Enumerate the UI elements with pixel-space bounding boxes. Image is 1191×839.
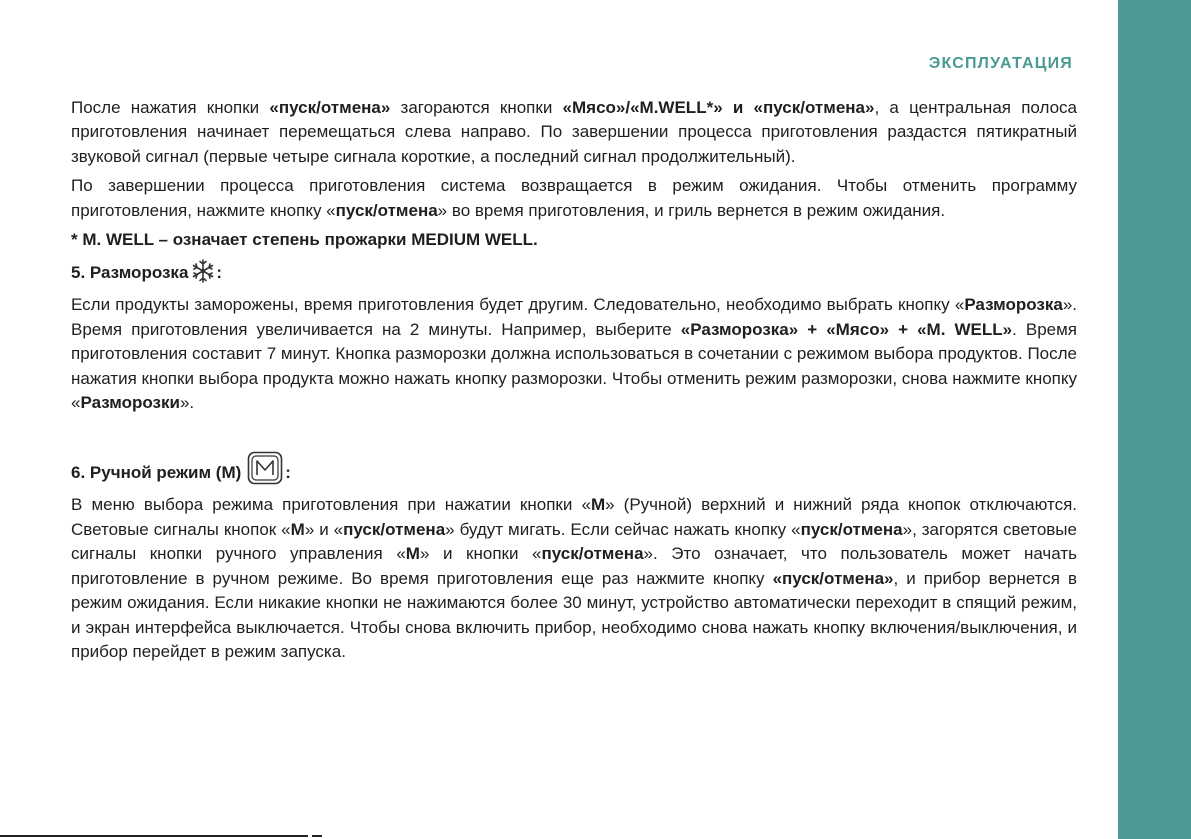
note-medium-well: * M. WELL – означает степень прожарки MEDIUM WELL. — [71, 230, 538, 250]
side-accent-bar — [1118, 0, 1191, 839]
heading-manual-colon: : — [285, 463, 291, 483]
footer-rule — [0, 835, 308, 837]
heading-defrost-colon: : — [216, 263, 223, 283]
footer-mark — [312, 835, 322, 837]
heading-defrost-text: 5. Разморозка — [71, 263, 189, 283]
heading-manual-text: 6. Ручной режим (M) — [71, 463, 242, 483]
paragraph-start-cancel: После нажатия кнопки «пуск/отмена» загораются кнопки «Мясо»/«M.WELL*» и «пуск/отмена», а центральная полоса приготовления начинает перемещаться слева направо. По завершении процесса приготовления раздастся пятикратный звуковой сигнал (первые четыре сигнала короткие, а последний сигнал продолжительный). — [71, 98, 1078, 166]
heading-manual — [71, 451, 1077, 485]
paragraph-manual: В меню выбора режима приготовления при нажатии кнопки «M» (Ручной) верхний и нижний ряда кнопок отключаются. Световые сигналы кнопок «M» и «пуск/отмена» будут мигать. Если сейчас нажать кнопку «пуск/отмена», загорятся световые сигналы кнопки ручного управления «M» и кнопки «пуск/отмена». Это означает, что пользователь может начать приготовление в ручном режиме. Во время приготовления еще раз нажмите кнопку «пуск/отмена», и прибор вернется в режим ожидания. Если никакие кнопки не нажимаются более 30 минут, устройство автоматически переходит в спящий режим, и экран интерфейса выключается. Чтобы снова включить прибор, необходимо снова нажать кнопку включения/выключения, и прибор перейдет в режим запуска. — [71, 495, 1078, 661]
section-tag: ЭКСПЛУАТАЦИЯ — [928, 55, 1073, 72]
manual-m-button-icon — [247, 451, 283, 485]
heading-defrost — [71, 259, 1077, 285]
paragraph-standby: По завершении процесса приготовления система возвращается в режим ожидания. Чтобы отменить программу приготовления, нажмите кнопку «пуск/отмена» во время приготовления, и гриль вернется в режим ожидания. — [71, 176, 1077, 220]
snowflake-icon — [191, 259, 215, 283]
page-content — [71, 96, 1077, 664]
paragraph-defrost: Если продукты заморожены, время приготовления будет другим. Следовательно, необходимо выбрать кнопку «Разморозка». Время приготовления увеличивается на 2 минуты. Например, выберите «Разморозка» + «Мясо» + «M. WELL». Время приготовления составит 7 минут. Кнопка разморозки должна использоваться в сочетании с режимом выбора продуктов. После нажатия кнопки выбора продукта можно нажать кнопку разморозки. Чтобы отменить режим разморозки, снова нажмите кнопку «Разморозки». — [71, 295, 1078, 413]
